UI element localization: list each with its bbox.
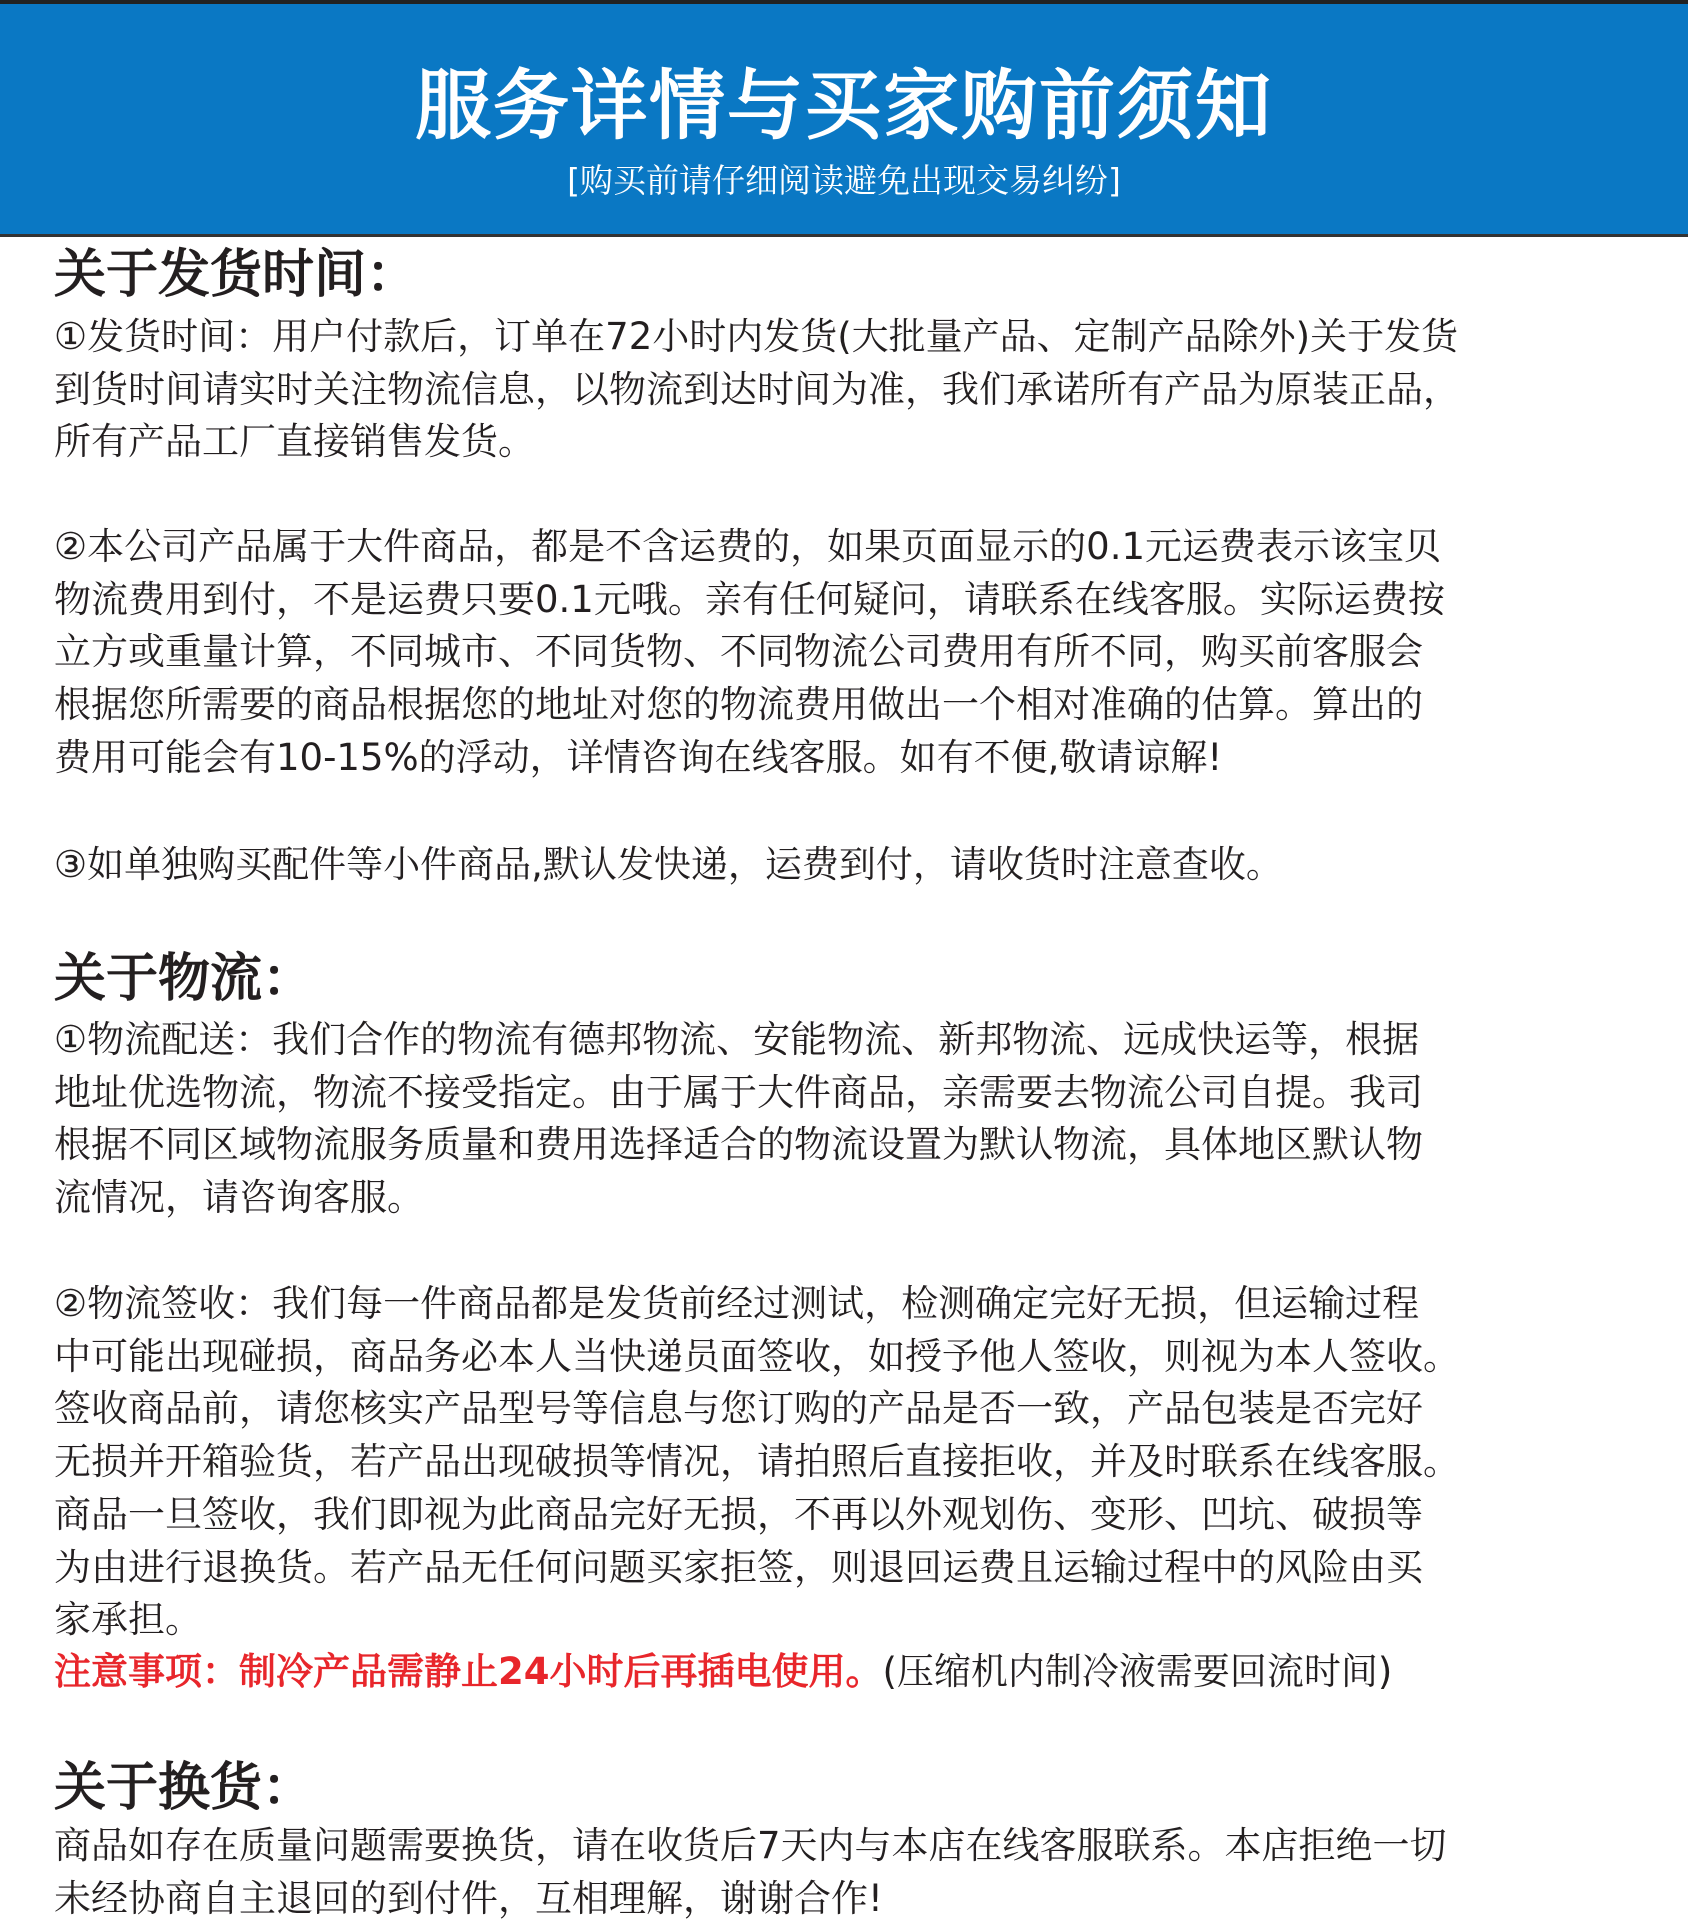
paragraph-shipping-3 bbox=[54, 839, 1654, 892]
text-line: ③如单独购买配件等小件商品,默认发快递，运费到付，请收货时注意查收。 bbox=[54, 843, 1283, 886]
section-heading-logistics: 关于物流： bbox=[54, 949, 315, 1009]
section-heading-shipping-time: 关于发货时间： bbox=[54, 245, 419, 305]
notice-note: (压缩机内制冷液需要回流时间) bbox=[882, 1650, 1393, 1693]
text-line: 物流费用到付，不是运费只要0.1元哦。亲有任何疑问，请联系在线客服。实际运费按 bbox=[54, 577, 1445, 621]
text-line: 中可能出现碰损，商品务必本人当快递员面签收，如授予他人签收，则视为本人签收。 bbox=[54, 1334, 1460, 1378]
text-line: 签收商品前，请您核实产品型号等信息与您订购的产品是否一致，产品包装是否完好 bbox=[54, 1387, 1423, 1431]
text-line: 家承担。 bbox=[54, 1598, 202, 1642]
text-line: 流情况，请咨询客服。 bbox=[54, 1176, 424, 1220]
text-line: 所有产品工厂直接销售发货。 bbox=[54, 420, 535, 464]
paragraph-shipping-2 bbox=[54, 521, 1654, 785]
text-line: ②本公司产品属于大件商品，都是不含运费的，如果页面显示的0.1元运费表示该宝贝 bbox=[54, 525, 1442, 568]
text-line: ①物流配送：我们合作的物流有德邦物流、安能物流、新邦物流、远成快运等，根据 bbox=[54, 1018, 1420, 1061]
notice-highlight: 注意事项：制冷产品需静止24小时后再插电使用。 bbox=[54, 1650, 883, 1693]
text-line: 为由进行退换货。若产品无任何问题买家拒签，则退回运费且运输过程中的风险由买 bbox=[54, 1545, 1423, 1589]
section-heading-exchange: 关于换货： bbox=[54, 1758, 315, 1818]
text-line: 商品如存在质量问题需要换货，请在收货后7天内与本店在线客服联系。本店拒绝一切 bbox=[54, 1824, 1447, 1867]
text-line: 无损并开箱验货，若产品出现破损等情况，请拍照后直接拒收，并及时联系在线客服。 bbox=[54, 1440, 1460, 1484]
text-line: ②物流签收：我们每一件商品都是发货前经过测试，检测确定完好无损，但运输过程 bbox=[54, 1282, 1420, 1325]
text-line: 到货时间请实时关注物流信息，以物流到达时间为准，我们承诺所有产品为原装正品， bbox=[54, 367, 1460, 411]
paragraph-shipping-1 bbox=[54, 311, 1654, 469]
header-banner bbox=[0, 0, 1688, 237]
page-subtitle: [购买前请仔细阅读避免出现交易纠纷] bbox=[567, 161, 1121, 200]
text-line: 根据您所需要的商品根据您的地址对您的物流费用做出一个相对准确的估算。算出的 bbox=[54, 683, 1423, 727]
paragraph-logistics-2 bbox=[54, 1278, 1654, 1647]
text-line: ①发货时间：用户付款后，订单在72小时内发货(大批量产品、定制产品除外)关于发货 bbox=[54, 315, 1459, 358]
text-line: 地址优选物流，物流不接受指定。由于属于大件商品，亲需要去物流公司自提。我司 bbox=[54, 1070, 1423, 1114]
text-line: 商品一旦签收，我们即视为此商品完好无损，不再以外观划伤、变形、凹坑、破损等 bbox=[54, 1492, 1423, 1536]
text-line: 未经协商自主退回的到付件，互相理解，谢谢合作! bbox=[54, 1876, 883, 1920]
text-line: 费用可能会有10-15%的浮动，详情咨询在线客服。如有不便,敬请谅解! bbox=[54, 735, 1223, 779]
refrigeration-notice bbox=[54, 1646, 1654, 1699]
text-line: 立方或重量计算，不同城市、不同货物、不同物流公司费用有所不同，购买前客服会 bbox=[54, 630, 1423, 674]
paragraph-exchange bbox=[54, 1820, 1654, 1925]
page-title: 服务详情与买家购前须知 bbox=[415, 61, 1273, 150]
paragraph-logistics-1 bbox=[54, 1014, 1654, 1225]
text-line: 根据不同区域物流服务质量和费用选择适合的物流设置为默认物流，具体地区默认物 bbox=[54, 1123, 1423, 1167]
